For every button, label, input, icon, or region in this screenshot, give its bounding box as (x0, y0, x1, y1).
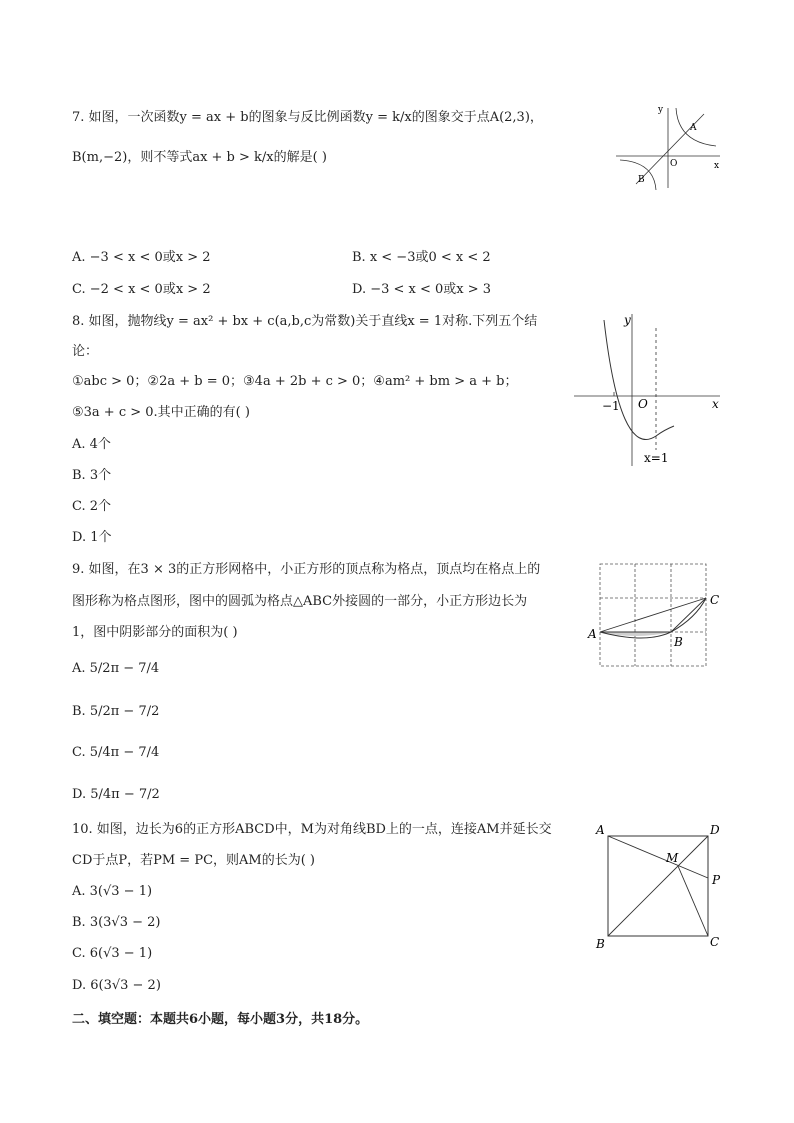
q7-option-b[interactable]: B. x < −3或0 < x < 2 (352, 250, 491, 265)
q9-figure (586, 558, 728, 670)
q10-option-d[interactable]: D. 6(3√3 − 2) (72, 978, 161, 993)
q10-option-c[interactable]: C. 6(√3 − 1) (72, 946, 153, 961)
q10-figure (592, 822, 726, 952)
q8-fig-axis-label: x=1 (644, 451, 669, 465)
q7-fig-point-a: A (690, 123, 697, 133)
q8-stem-line2: 论： (72, 344, 99, 359)
section-2-heading: 二、填空题：本题共6小题，每小题3分，共18分。 (72, 1012, 369, 1027)
q10-fig-point-d: D (710, 823, 720, 837)
q7-fig-point-b: B (638, 175, 645, 185)
q9-stem-line2: 图形称为格点图形，图中的圆弧为格点△ABC外接圆的一部分，小正方形边长为 (72, 594, 528, 609)
q9-fig-point-c: C (710, 593, 720, 607)
q9-fig-point-a: A (588, 627, 597, 641)
q10-fig-point-p: P (712, 873, 721, 887)
q8-figure (570, 310, 724, 470)
q10-fig-point-a: A (596, 823, 605, 837)
q7-figure (612, 100, 728, 192)
q8-option-d[interactable]: D. 1个 (72, 530, 112, 545)
q7-option-c[interactable]: C. −2 < x < 0或x > 2 (72, 282, 211, 297)
q9-stem-line3: 1，图中阴影部分的面积为( ) (72, 625, 238, 640)
q7-stem-line1: 7. 如图，一次函数y = ax + b的图象与反比例函数y = k/x的图象交于点A(2,3)， (72, 110, 543, 125)
q8-fig-neg-one: −1 (602, 399, 620, 413)
q9-fig-point-b: B (674, 635, 683, 649)
q8-stem-line4: ⑤3a + c > 0.其中正确的有( ) (72, 405, 250, 420)
q10-option-a[interactable]: A. 3(√3 − 1) (72, 884, 153, 899)
q8-fig-origin: O (638, 397, 648, 411)
q9-stem-line1: 9. 如图，在3 × 3的正方形网格中，小正方形的顶点称为格点，顶点均在格点上的 (72, 562, 541, 577)
q7-option-a[interactable]: A. −3 < x < 0或x > 2 (72, 250, 211, 265)
q10-option-b[interactable]: B. 3(3√3 − 2) (72, 915, 161, 930)
q8-stem-line1: 8. 如图，抛物线y = ax² + bx + c(a,b,c为常数)关于直线x = 1对称.下列五个结 (72, 314, 538, 329)
q10-stem-line1: 10. 如图，边长为6的正方形ABCD中，M为对角线BD上的一点，连接AM并延长交 (72, 822, 552, 837)
q10-fig-point-m: M (666, 851, 679, 865)
q8-stem-line3: ①abc > 0；②2a + b = 0；③4a + 2b + c > 0；④am² + bm > a + b； (72, 374, 518, 389)
q8-option-a[interactable]: A. 4个 (72, 437, 111, 452)
q7-option-d[interactable]: D. −3 < x < 0或x > 3 (352, 282, 492, 297)
q9-option-d[interactable]: D. 5/4π − 7/2 (72, 787, 160, 802)
q7-fig-origin: O (670, 159, 678, 169)
q8-option-b[interactable]: B. 3个 (72, 468, 112, 483)
q9-option-c[interactable]: C. 5/4π − 7/4 (72, 745, 160, 760)
q10-stem-line2: CD于点P，若PM = PC，则AM的长为( ) (72, 853, 316, 868)
q8-fig-y-label: y (624, 313, 631, 327)
q8-option-c[interactable]: C. 2个 (72, 499, 112, 514)
q8-fig-x-label: x (712, 397, 719, 411)
q10-fig-point-c: C (710, 935, 720, 949)
q10-fig-point-b: B (596, 937, 605, 951)
q9-option-b[interactable]: B. 5/2π − 7/2 (72, 704, 160, 719)
q7-stem-line2: B(m,−2)，则不等式ax + b > k/x的解是( ) (72, 150, 327, 165)
q9-option-a[interactable]: A. 5/2π − 7/4 (72, 661, 160, 676)
q7-fig-x-label: x (714, 161, 720, 171)
q7-fig-y-label: y (658, 105, 664, 115)
